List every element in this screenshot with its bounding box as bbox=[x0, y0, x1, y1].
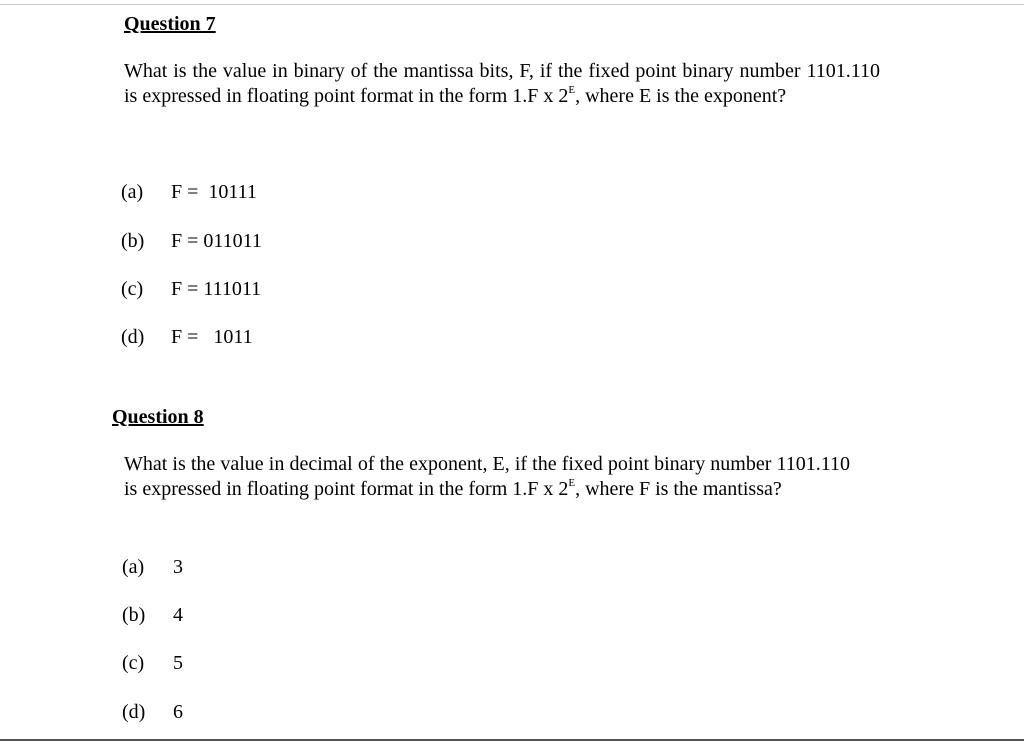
option-value: 6 bbox=[173, 701, 183, 723]
question-8-text-part-1: What is the value in decimal of the exponent, E, if the fixed point binary number 1101.110 is expressed in floating point format in the form 1.F x 2 bbox=[124, 453, 850, 500]
question-7-superscript: E bbox=[568, 83, 576, 96]
question-8-text bbox=[124, 452, 850, 501]
option-label: (d) bbox=[122, 701, 146, 723]
option-label: (b) bbox=[122, 604, 146, 626]
option-label: (d) bbox=[121, 326, 145, 348]
option-label: (c) bbox=[121, 278, 144, 300]
option-label: (b) bbox=[121, 230, 145, 252]
option-label: (c) bbox=[122, 652, 145, 674]
option-value: F = 111011 bbox=[171, 278, 262, 300]
option-value: 5 bbox=[173, 652, 183, 674]
option-value: F = 1011 bbox=[171, 326, 253, 348]
option-value: 4 bbox=[173, 604, 183, 626]
question-8-title: Question 8 bbox=[112, 406, 204, 428]
question-8-text-part-2: , where F is the mantissa? bbox=[575, 477, 782, 500]
option-value: F = 011011 bbox=[171, 230, 262, 252]
option-label: (a) bbox=[122, 556, 145, 578]
question-7-text-part-2: , where E is the exponent? bbox=[575, 84, 787, 107]
question-7-title: Question 7 bbox=[124, 13, 216, 35]
question-7-text bbox=[124, 59, 880, 108]
top-divider bbox=[0, 4, 1024, 5]
option-value: 3 bbox=[173, 556, 183, 578]
question-7-text-part-1: What is the value in binary of the mantissa bits, F, if the fixed point binary number 1101.110 is expressed in floating point format in the form 1.F x 2 bbox=[124, 60, 880, 107]
option-label: (a) bbox=[121, 181, 144, 203]
question-8-superscript: E bbox=[568, 476, 576, 489]
option-value: F = 10111 bbox=[171, 181, 257, 203]
